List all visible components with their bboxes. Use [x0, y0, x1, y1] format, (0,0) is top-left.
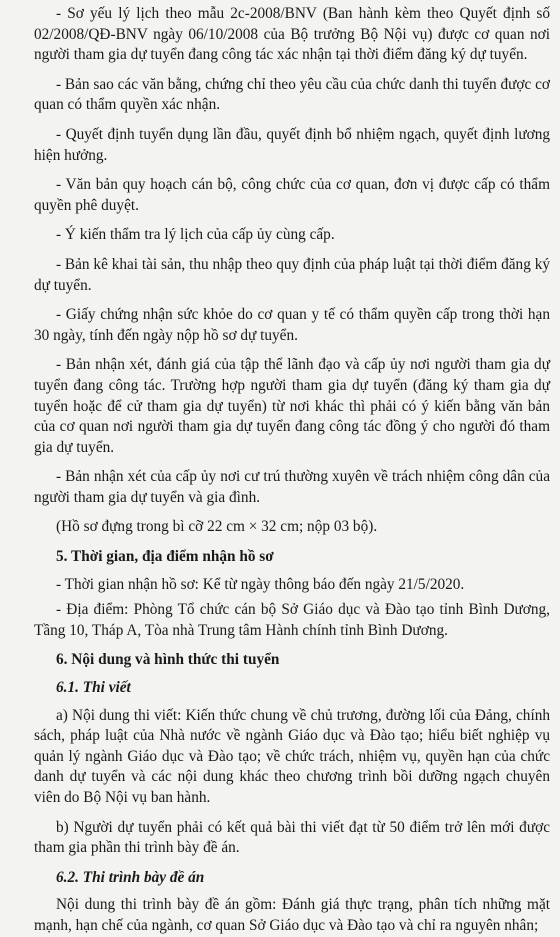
subsection-heading-6-2: 6.2. Thi trình bày đề án	[56, 868, 205, 886]
paragraph-background-check: - Ý kiến thẩm tra lý lịch của cấp ủy cùng cấp.	[56, 226, 335, 244]
paragraph-planning-document: - Văn bản quy hoạch cán bộ, công chức của cơ quan, đơn vị được cấp có thẩm quyền phê duyệt.	[34, 176, 550, 214]
paragraph-written-exam-content: a) Nội dung thi viết: Kiến thức chung về chủ trương, đường lối của Đảng, chính sách, pháp luật của Nhà nước về ngành Giáo dục và Đào tạo; hiểu biết nghiệp vụ quản lý ngành Giáo dục và Đào tạo; về chức trách, nhiệm vụ, quyền hạn của chức danh dự tuyển và các nội dung khác theo chương trình bồi dưỡng ngạch chuyên viên do Bộ Nội vụ ban hành.	[34, 706, 550, 806]
paragraph-diplomas: - Bản sao các văn bằng, chứng chỉ theo yêu cầu của chức danh thi tuyển được cơ quan có thẩm quyền xác nhận.	[34, 75, 550, 114]
paragraph-written-exam-threshold: b) Người dự tuyển phải có kết quả bài thi viết đạt từ 50 điểm trở lên mới được tham gia phần thi trình bày đề án.	[34, 818, 550, 857]
subsection-heading-6-1: 6.1. Thi viết	[56, 679, 131, 697]
paragraph-proposal-content: Nội dung thi trình bày đề án gồm: Đánh giá thực trạng, phân tích những mặt mạnh, hạn chế của ngành, cơ quan Sở Giáo dục và Đào tạo và chỉ ra nguyên nhân;	[34, 896, 550, 934]
paragraph-asset-declaration: - Bản kê khai tài sản, thu nhập theo quy định của pháp luật tại thời điểm đăng ký dự tuyển.	[34, 255, 550, 294]
section-heading-5: 5. Thời gian, địa điểm nhận hồ sơ	[56, 548, 274, 566]
paragraph-residence-review: - Bản nhận xét của cấp ủy nơi cư trú thường xuyên về trách nhiệm công dân của người tham gia dự tuyển và gia đình.	[34, 468, 550, 506]
paragraph-envelope-note: (Hồ sơ đựng trong bì cỡ 22 cm × 32 cm; nộp 03 bộ).	[56, 518, 378, 536]
paragraph-submission-location: - Địa điểm: Phòng Tổ chức cán bộ Sở Giáo dục và Đào tạo tỉnh Bình Dương, Tầng 10, Tháp A, Tòa nhà Trung tâm Hành chính tỉnh Bình Dương.	[34, 601, 550, 639]
paragraph-submission-time: - Thời gian nhận hồ sơ: Kể từ ngày thông báo đến ngày 21/5/2020.	[56, 575, 465, 593]
paragraph-decisions: - Quyết định tuyển dụng lần đầu, quyết định bổ nhiệm ngạch, quyết định lương hiện hưởng.	[34, 125, 550, 164]
paragraph-health-certificate: - Giấy chứng nhận sức khỏe do cơ quan y tế có thẩm quyền cấp trong thời hạn 30 ngày, tính đến ngày nộp hồ sơ dự tuyển.	[34, 306, 550, 344]
paragraph-cv-requirement: - Sơ yếu lý lịch theo mẫu 2c-2008/BNV (Ban hành kèm theo Quyết định số 02/2008/QĐ-BNV ngày 06/10/2008 của Bộ trưởng Bộ Nội vụ) được cơ quan nơi người tham gia dự tuyển đang công tác xác nhận tại thời điểm đăng ký dự tuyển.	[34, 5, 550, 64]
section-heading-6: 6. Nội dung và hình thức thi tuyển	[56, 651, 280, 669]
paragraph-leadership-review: - Bản nhận xét, đánh giá của tập thể lãnh đạo và cấp ủy nơi người tham gia dự tuyển đang công tác. Trường hợp người tham gia dự tuyển (đăng ký tham gia dự tuyển hoặc để cử tham gia dự tuyển) từ nơi khác thì phải có ý kiến bằng văn bản của cơ quan nơi người tham gia dự tuyển đang công tác đồng ý cho người đó tham gia dự tuyển.	[34, 356, 550, 456]
